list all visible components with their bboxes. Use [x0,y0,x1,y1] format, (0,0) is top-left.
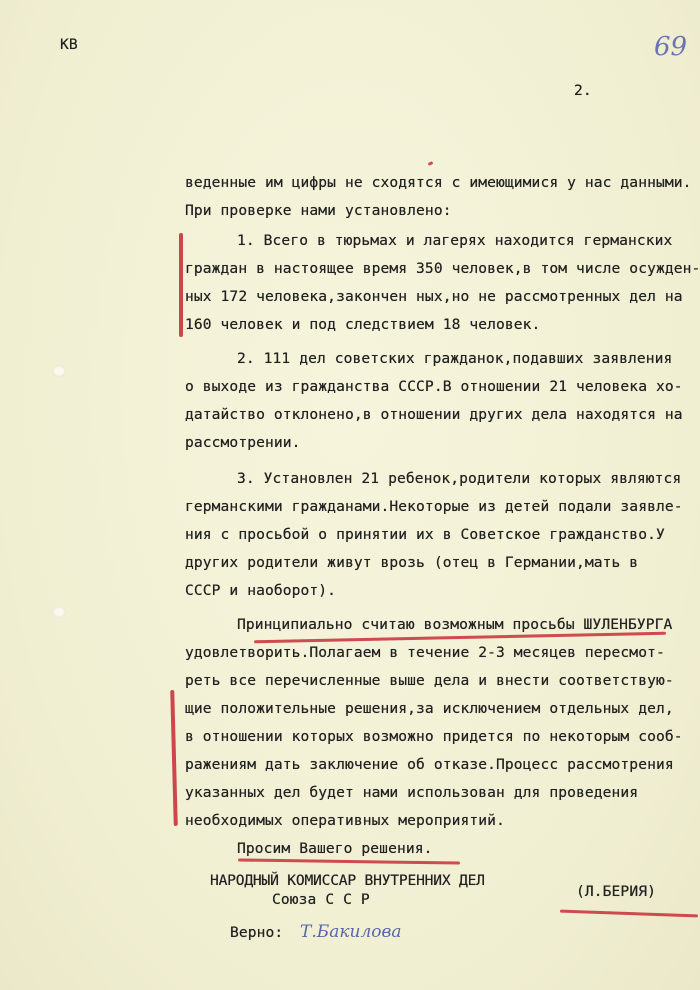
body-line: указанных дел будет нами использован для проведения [185,784,639,801]
underline-mark [560,910,698,918]
page-number: 2. [574,82,592,99]
body-line: СССР и наоборот). [185,582,337,599]
body-line: ния с просьбой о принятии их в Советское гражданство.У [185,526,665,543]
body-line: веденные им цифры не сходятся с имеющимися у нас данными. [185,174,692,191]
underline-mark [238,858,460,864]
body-line: ражениям дать заключение об отказе.Процесс рассмотрения [185,756,674,773]
signatory-name: (Л.БЕРИЯ) [576,883,656,900]
margin-mark [179,233,183,337]
body-line: других родители живут врозь (отец в Германии,мать в [185,554,639,571]
body-line: 2. 111 дел советских гражданок,подавших заявления [237,350,673,367]
body-line: граждан в настоящее время 350 человек,в том числе осужден- [185,260,700,277]
certification-signature: Т.Бакилова [300,922,402,942]
underline-mark [254,632,666,644]
certification-label: Верно: [230,924,284,941]
signatory-title-line2: Союза С С Р [272,891,370,908]
header-mark: КВ [60,36,78,53]
body-line: щие положительные решения,за исключением отдельных дел, [185,700,674,717]
body-line: о выходе из гражданства СССР.В отношении 21 человека хо- [185,378,683,395]
body-line: рассмотрении. [185,434,301,451]
body-line: Принципиально считаю возможным просьбы ШУЛЕНБУРГА [237,616,673,633]
body-line: Просим Вашего решения. [237,840,433,857]
body-line: 3. Установлен 21 ребенок,родители которых являются [237,470,682,487]
punch-hole [52,606,66,618]
punch-hole [52,365,66,377]
body-line: в отношении которых возможно придется по некоторым сооб- [185,728,683,745]
body-line: 1. Всего в тюрьмах и лагерях находится германских [237,232,673,249]
body-line: датайство отклонено,в отношении других дела находятся на [185,406,683,423]
body-line: реть все перечисленные выше дела и внести соответствую- [185,672,674,689]
signatory-title: НАРОДНЫЙ КОМИССАР ВНУТРЕННИХ ДЕЛ [210,872,485,889]
body-line: необходимых оперативных мероприятий. [185,812,505,829]
body-line: При проверке нами установлено: [185,202,452,219]
body-line: 160 человек и под следствием 18 человек. [185,316,541,333]
body-line: удовлетворить.Полагаем в течение 2-3 месяцев пересмот- [185,644,665,661]
margin-mark [170,690,178,826]
sheet-number: 69 [654,32,688,62]
body-line: германскими гражданами.Некоторые из детей подали заявле- [185,498,683,515]
body-line: ных 172 человека,закончен ных,но не рассмотренных дел на [185,288,683,305]
tick-mark [428,161,434,166]
